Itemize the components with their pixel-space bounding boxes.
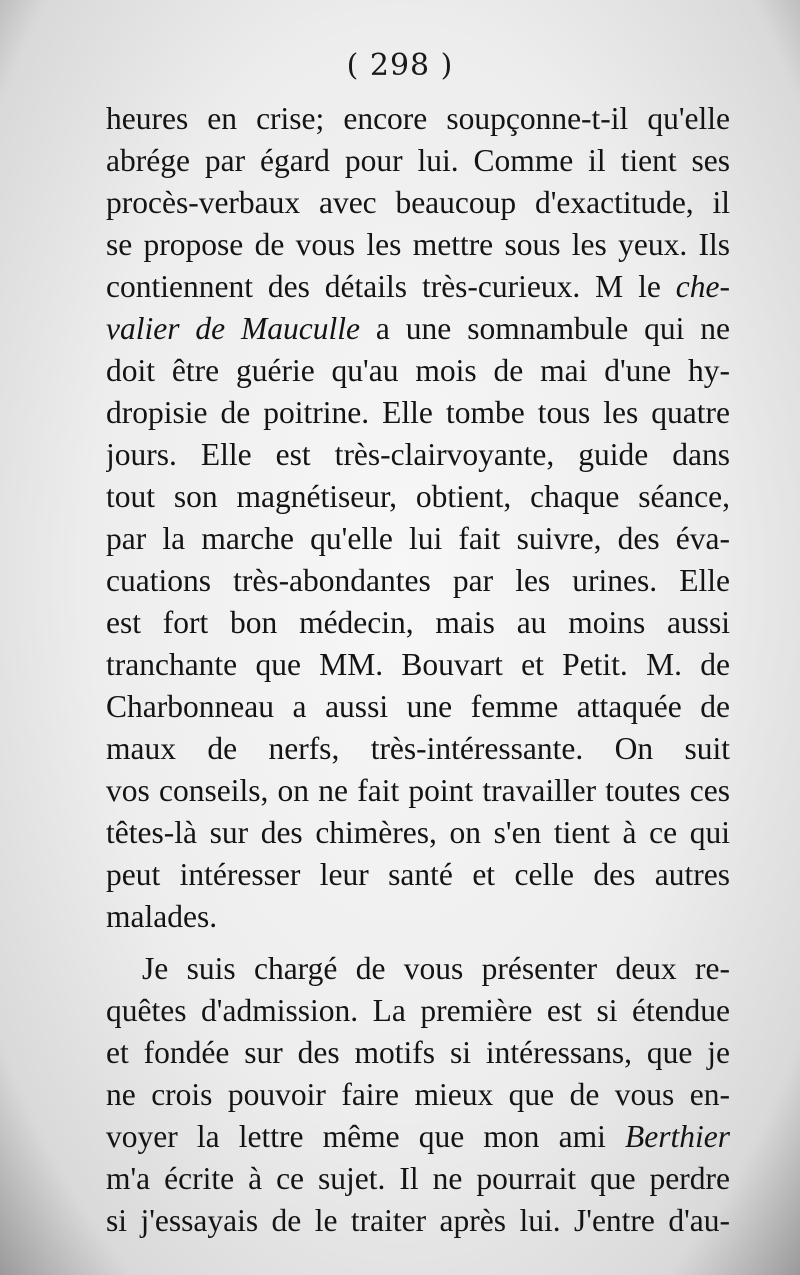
text-line <box>106 518 730 560</box>
italic-text: valier de Mauculle <box>106 311 360 346</box>
text-segment: abrége par égard pour lui. Comme il tient ses <box>106 143 730 178</box>
text-segment: contiennent des détails très-curieux. M le <box>106 269 676 304</box>
italic-text: Berthier <box>625 1119 730 1154</box>
text-line <box>106 770 730 812</box>
text-segment: Charbonneau a aussi une femme attaquée de <box>106 689 730 724</box>
text-segment: tranchante que MM. Bouvart et Petit. M. de <box>106 647 730 682</box>
text-line <box>106 812 730 854</box>
text-line <box>106 1158 730 1200</box>
text-line <box>106 990 730 1032</box>
text-segment: ne crois pouvoir faire mieux que de vous en- <box>106 1077 730 1112</box>
text-line <box>106 434 730 476</box>
italic-text: che- <box>675 269 730 304</box>
text-segment: cuations très-abondantes par les urines. Elle <box>106 563 730 598</box>
text-segment: heures en crise; encore soupçonne-t-il qu'elle <box>106 101 730 136</box>
text-line <box>106 98 730 140</box>
text-segment: tout son magnétiseur, obtient, chaque séance, <box>106 479 730 514</box>
text-line <box>106 644 730 686</box>
page-number: ( 298 ) <box>346 48 454 83</box>
text-line <box>106 1032 730 1074</box>
paragraph <box>106 948 730 1242</box>
text-segment: maux de nerfs, très-intéressante. On suit <box>106 731 730 766</box>
text-segment: et fondée sur des motifs si intéressans, que je <box>106 1035 730 1070</box>
text-segment: est fort bon médecin, mais au moins aussi <box>106 605 730 640</box>
text-segment: a une somnambule qui ne <box>360 311 730 346</box>
text-line <box>106 266 730 308</box>
text-line <box>106 1116 730 1158</box>
text-segment: doit être guérie qu'au mois de mai d'une hy- <box>106 353 730 388</box>
text-line <box>106 1200 730 1242</box>
text-line <box>106 224 730 266</box>
text-line <box>106 1074 730 1116</box>
text-segment: têtes-là sur des chimères, on s'en tient à ce qui <box>106 815 730 850</box>
text-line <box>106 182 730 224</box>
text-segment: se propose de vous les mettre sous les yeux. Ils <box>106 227 730 262</box>
text-line <box>106 308 730 350</box>
text-segment: voyer la lettre même que mon ami <box>106 1119 626 1154</box>
text-line <box>106 728 730 770</box>
text-segment: procès-verbaux avec beaucoup d'exactitude, il <box>106 185 730 220</box>
body-text <box>106 98 730 1242</box>
text-line <box>106 476 730 518</box>
text-line <box>106 686 730 728</box>
text-line <box>106 896 730 938</box>
text-line <box>106 392 730 434</box>
text-segment: par la marche qu'elle lui fait suivre, des éva- <box>106 521 730 556</box>
text-line <box>106 854 730 896</box>
text-segment: jours. Elle est très-clairvoyante, guide dans <box>106 437 730 472</box>
paragraph <box>106 98 730 938</box>
text-segment: si j'essayais de le traiter après lui. J'entre d'au- <box>106 1203 730 1238</box>
text-segment: m'a écrite à ce sujet. Il ne pourrait que perdre <box>106 1161 730 1196</box>
text-segment: vos conseils, on ne fait point travailler toutes ces <box>106 773 730 808</box>
text-segment: peut intéresser leur santé et celle des autres <box>106 857 730 892</box>
text-segment: malades. <box>106 899 218 934</box>
paragraph-gap <box>106 938 730 948</box>
text-line <box>106 140 730 182</box>
text-segment: Je suis chargé de vous présenter deux re- <box>142 951 730 986</box>
text-line <box>106 560 730 602</box>
text-segment: dropisie de poitrine. Elle tombe tous les quatre <box>106 395 730 430</box>
text-line <box>106 350 730 392</box>
text-segment: quêtes d'admission. La première est si étendue <box>106 993 730 1028</box>
text-line <box>106 602 730 644</box>
text-line <box>106 948 730 990</box>
